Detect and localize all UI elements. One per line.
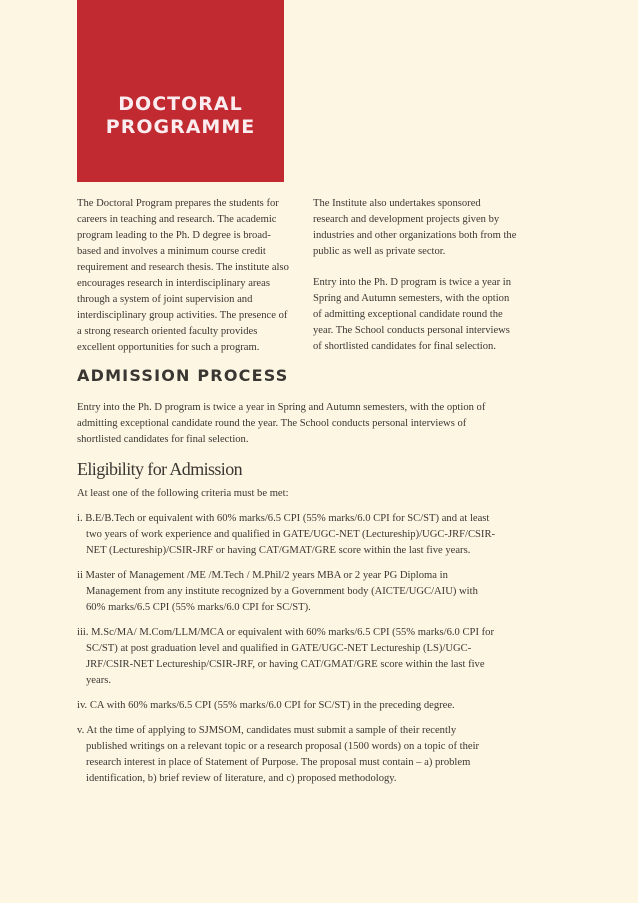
admission-paragraph: Entry into the Ph. D program is twice a year in Spring and Autumn semesters, with the option of admitting exceptional candidate round the year. The School conducts personal interviews of shortlisted candidates for final selection. [77, 402, 486, 445]
intro-paragraph: The Institute also undertakes sponsored research and development projects given by industries and other organizations both from the public as well as private sector. [313, 198, 517, 257]
intro-right-column [313, 196, 518, 370]
criteria-item: iii. M.Sc/MA/ M.Com/LLM/MCA or equivalent with 60% marks/6.5 CPI (55% marks/6.0 CPI for SC/ST) at post graduation level and qualified in GATE/UGC-NET Lectureship (LS)/UGC-JRF/CSIR-NET Lectureship/CSIR-JRF, or having CAT/GMAT/GRE score within the last five years. [77, 627, 494, 686]
title-banner [77, 0, 284, 182]
intro-paragraph: The Doctoral Program prepares the students for careers in teaching and research. The academic program leading to the Ph. D degree is broad-based and involves a minimum course credit requirement and research thesis. The institute also encourages research in interdisciplinary areas through a system of joint supervision and interdisciplinary group activities. The presence of a strong research oriented faculty provides excellent opportunities for such a program. [77, 198, 289, 353]
eligibility-heading: Eligibility for Admission [77, 459, 243, 479]
criteria-intro: At least one of the following criteria must be met: [77, 488, 289, 499]
page-title: DOCTORAL PROGRAMME [105, 93, 256, 138]
criteria-item: v. At the time of applying to SJMSOM, candidates must submit a sample of their recently published writings on a relevant topic or a research proposal (1500 words) on a topic of their research interest in place of Statement of Purpose. The proposal must contain – a) problem identification, b) brief review of literature, and c) proposed methodology. [77, 725, 480, 784]
intro-left-column [77, 196, 291, 371]
criteria-item: i. B.E/B.Tech or equivalent with 60% marks/6.5 CPI (55% marks/6.0 CPI for SC/ST) and at least two years of work experience and qualified in GATE/UGC-NET (Lectureship)/UGC-JRF/CSIR-NET (Lectureship)/CSIR-JRF or having CAT/GMAT/GRE score within the last five years. [77, 513, 496, 556]
intro-paragraph: Entry into the Ph. D program is twice a year in Spring and Autumn semesters, with the option of admitting exceptional candidate round the year. The School conducts personal interviews of shortlisted candidates for final selection. [313, 277, 511, 352]
criteria-item: iv. CA with 60% marks/6.5 CPI (55% marks/6.0 CPI for SC/ST) in the preceding degree. [77, 700, 455, 711]
criteria-item: ii Master of Management /ME /M.Tech / M.Phil/2 years MBA or 2 year PG Diploma in Management from any institute recognized by a Government body (AICTE/UGC/AIU) with 60% marks/6.5 CPI (55% marks/6.0 CPI for SC/ST). [77, 570, 478, 613]
admission-heading: ADMISSION PROCESS [77, 366, 289, 385]
eligibility-criteria [77, 486, 497, 796]
